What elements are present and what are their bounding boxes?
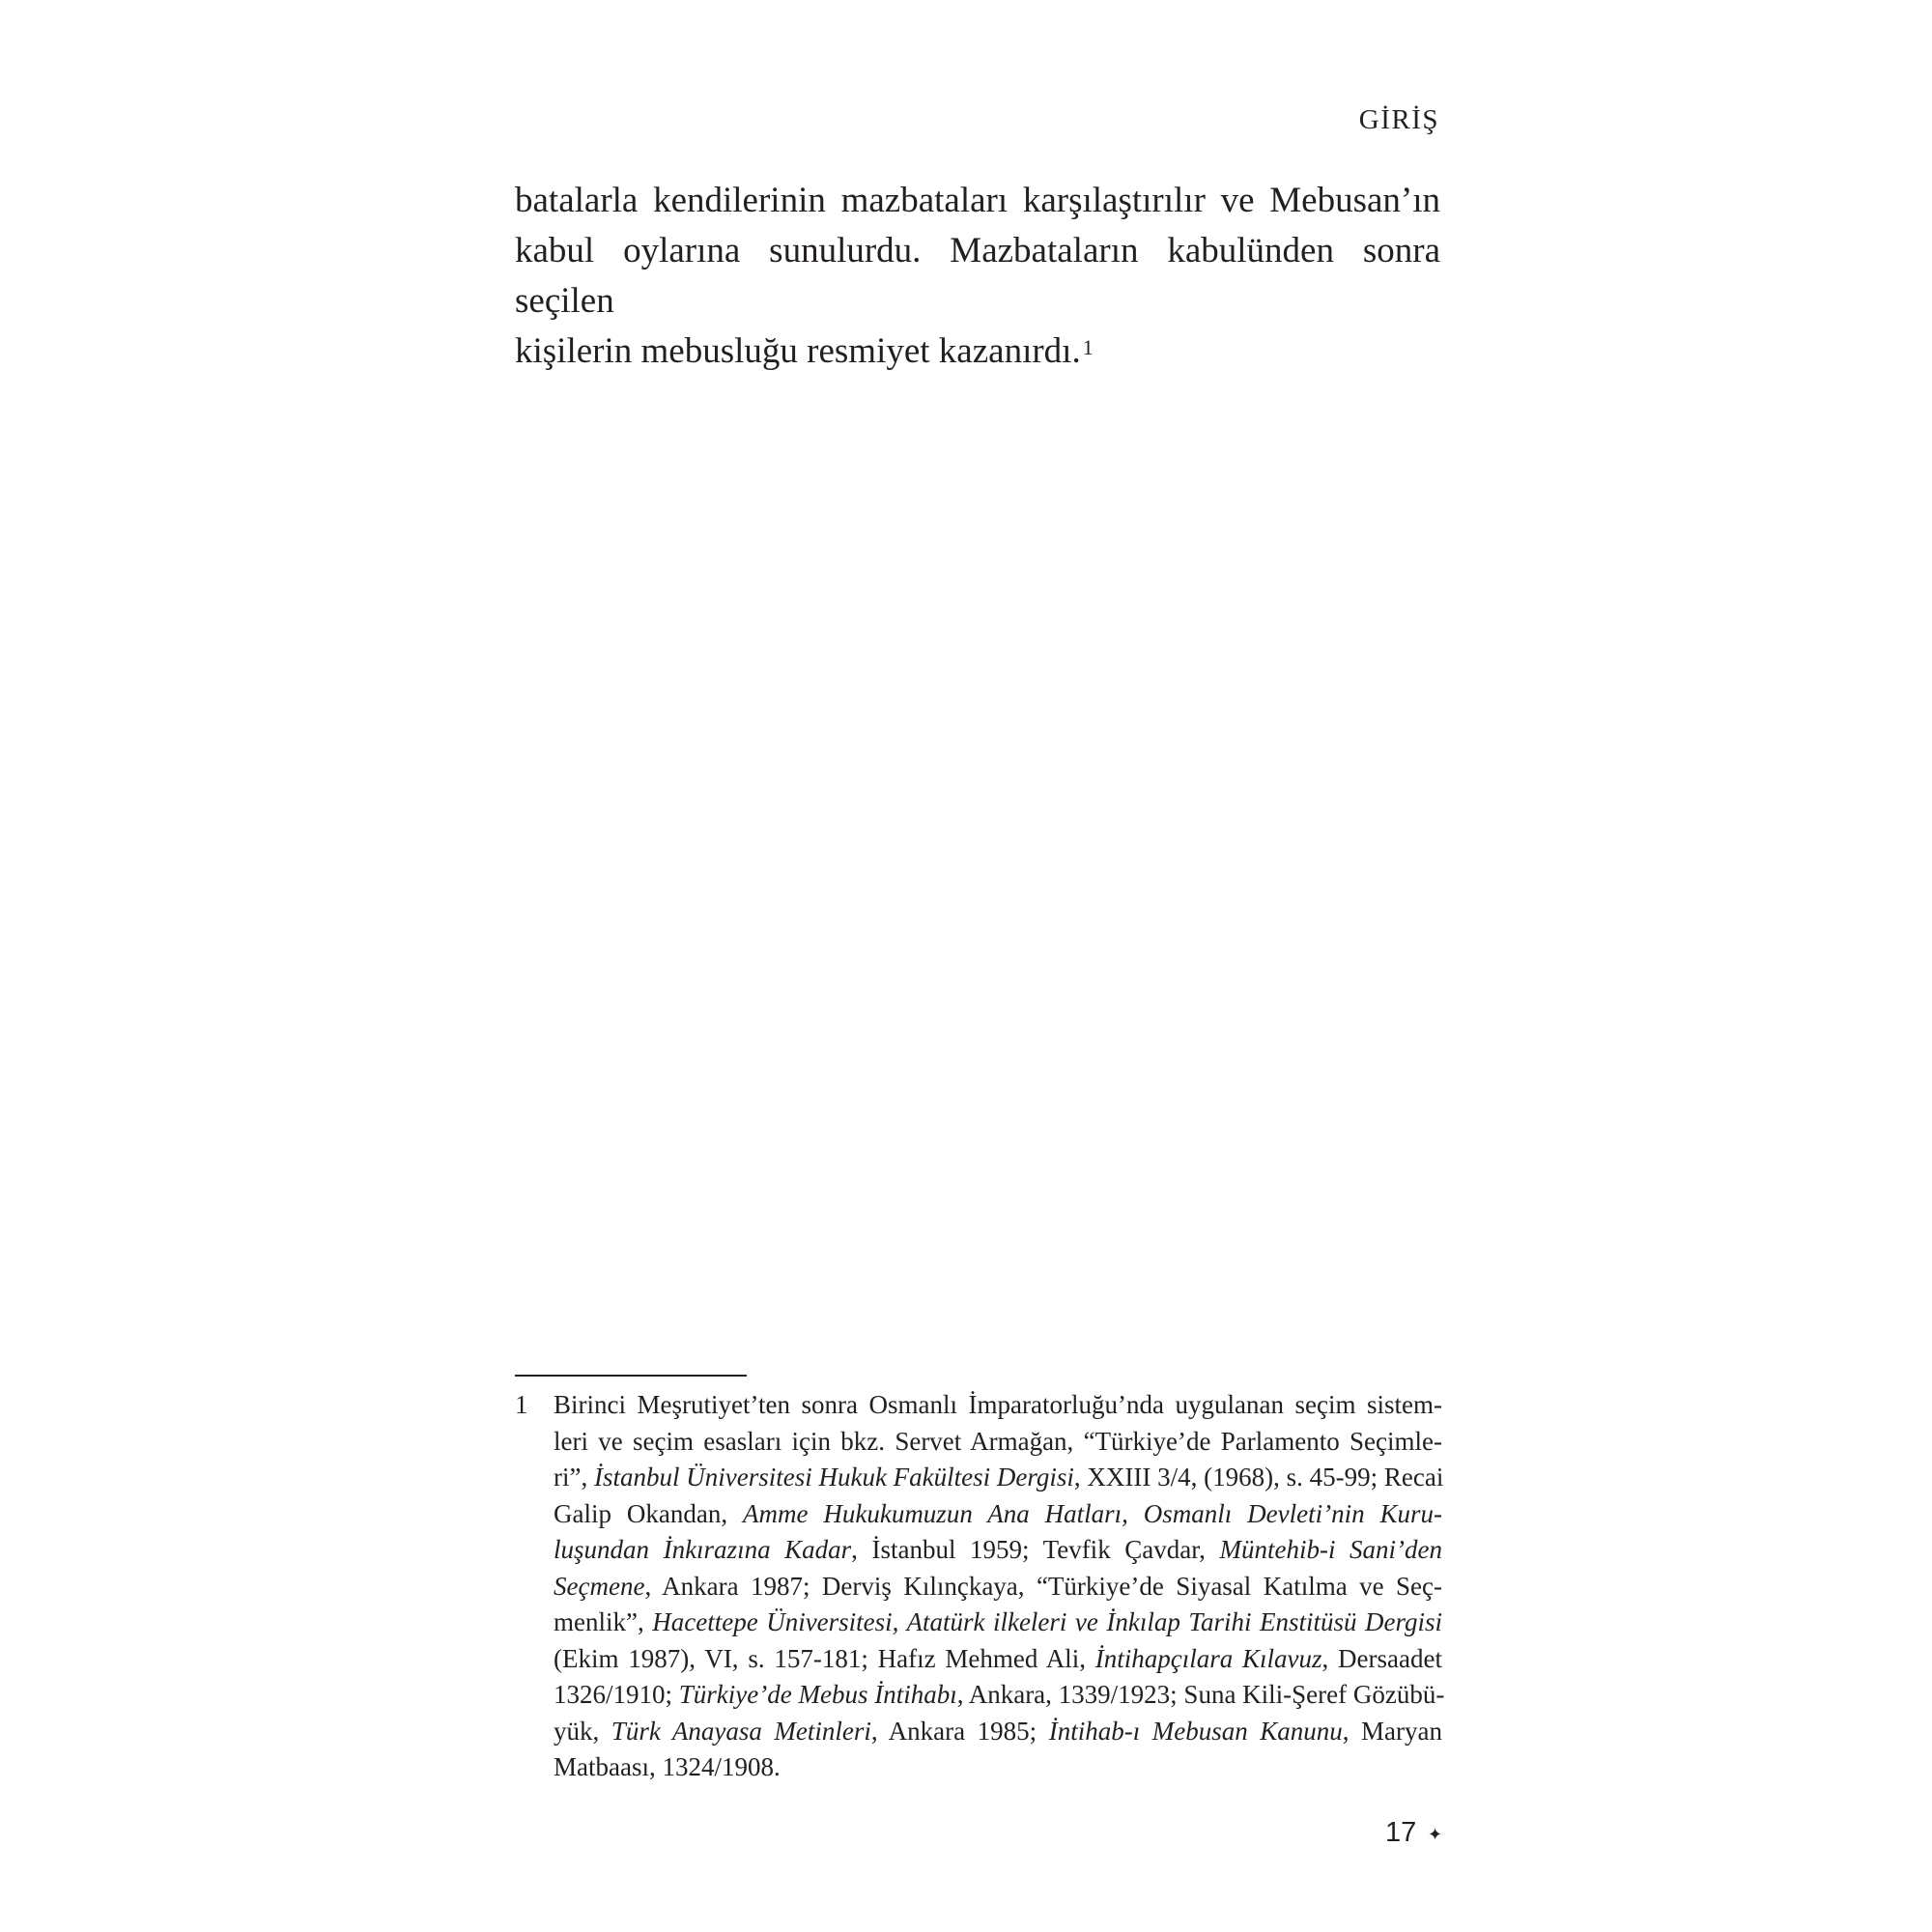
footnote-line <box>554 1532 1442 1569</box>
footnote-line <box>554 1714 1442 1750</box>
page-number: 17 <box>1385 1817 1417 1848</box>
footnote-title-italic: İstanbul Üniversitesi Hukuk Fakültesi Dergisi <box>593 1463 1074 1492</box>
footnote-title-italic: Amme Hukukumuzun Ana Hatları, Osmanlı Devleti’nin Kuru- <box>742 1498 1442 1528</box>
footnote-title-italic: Türkiye’de Mebus İntihabı <box>678 1680 957 1709</box>
footnote-line <box>554 1387 1442 1424</box>
footnote-title-italic: luşundan İnkırazına Kadar <box>554 1535 852 1564</box>
footnote-text-run: leri ve seçim esasları için bkz. Servet Armağan, “Türkiye’de Parlamento Seçimle- <box>554 1426 1442 1456</box>
footnote-text-run: , Dersaadet <box>1321 1643 1442 1673</box>
footnote-line <box>554 1641 1442 1678</box>
footnote <box>515 1387 1445 1786</box>
footnote-title-italic: Müntehib-i Sani’den <box>1219 1535 1442 1564</box>
footnote-line <box>554 1749 1442 1786</box>
footnote-line <box>554 1605 1442 1641</box>
running-head: GİRİŞ <box>1358 104 1439 135</box>
ornament-icon: ✦ <box>1428 1825 1443 1844</box>
footnote-text-run: , Ankara 1987; Derviş Kılınçkaya, “Türkiye’de Siyasal Katılma ve Seç- <box>644 1571 1442 1601</box>
footnote-text-run: 1326/1910; <box>554 1680 679 1709</box>
footnote-text-run: Galip Okandan, <box>554 1498 743 1528</box>
body-paragraph <box>515 176 1440 377</box>
body-line-text: kişilerin mebusluğu resmiyet kazanırdı. <box>515 331 1081 371</box>
footnote-number: 1 <box>515 1390 528 1419</box>
footnote-title-italic: Türk Anayasa Metinleri <box>611 1716 871 1746</box>
footnote-text-run: yük, <box>554 1716 611 1746</box>
footnote-line <box>554 1569 1442 1605</box>
footnote-text <box>554 1387 1445 1786</box>
footnote-text-run: Birinci Meşrutiyet’ten sonra Osmanlı İmparatorluğu’nda uygulanan seçim sistem- <box>554 1390 1442 1419</box>
footnote-reference[interactable]: 1 <box>1082 335 1094 359</box>
footnote-text-run: (Ekim 1987), VI, s. 157-181; Hafız Mehmed Ali, <box>554 1643 1095 1673</box>
footnote-text-run: Matbaası, 1324/1908. <box>554 1752 781 1781</box>
footnote-text-run: , XXIII 3/4, (1968), s. 45-99; Recai <box>1073 1463 1444 1492</box>
footnote-text-run: , Ankara, 1339/1923; Suna Kili-Şeref Gözübü- <box>956 1680 1445 1709</box>
footnote-separator <box>515 1375 747 1377</box>
footnote-title-italic: Seçmene <box>554 1571 645 1601</box>
body-line-last <box>515 327 1440 377</box>
footnote-title-italic: Hacettepe Üniversitesi, Atatürk ilkeleri ve İnkılap Tarihi Enstitüsü Dergisi <box>652 1607 1442 1636</box>
body-line: kabul oylarına sunulurdu. Mazbataların kabulünden sonra seçilen <box>515 231 1440 321</box>
footnote-text-run: , Ankara 1985; <box>870 1716 1049 1746</box>
footnote-line <box>554 1677 1445 1714</box>
body-line: batalarla kendilerinin mazbataları karşılaştırılır ve Mebusan’ın <box>515 181 1440 220</box>
footnote-title-italic: İntihapçılara Kılavuz <box>1094 1643 1322 1673</box>
footnote-line <box>554 1424 1442 1461</box>
footnote-text-run: , Maryan <box>1342 1716 1443 1746</box>
footnote-text-run: , İstanbul 1959; Tevfik Çavdar, <box>851 1535 1220 1564</box>
footnote-title-italic: İntihab-ı Mebusan Kanunu <box>1048 1716 1343 1746</box>
footnote-text-run: ri”, <box>554 1463 594 1492</box>
footnote-text-run: menlik”, <box>554 1607 653 1636</box>
footnote-line <box>554 1496 1442 1533</box>
footnote-line <box>554 1460 1442 1496</box>
